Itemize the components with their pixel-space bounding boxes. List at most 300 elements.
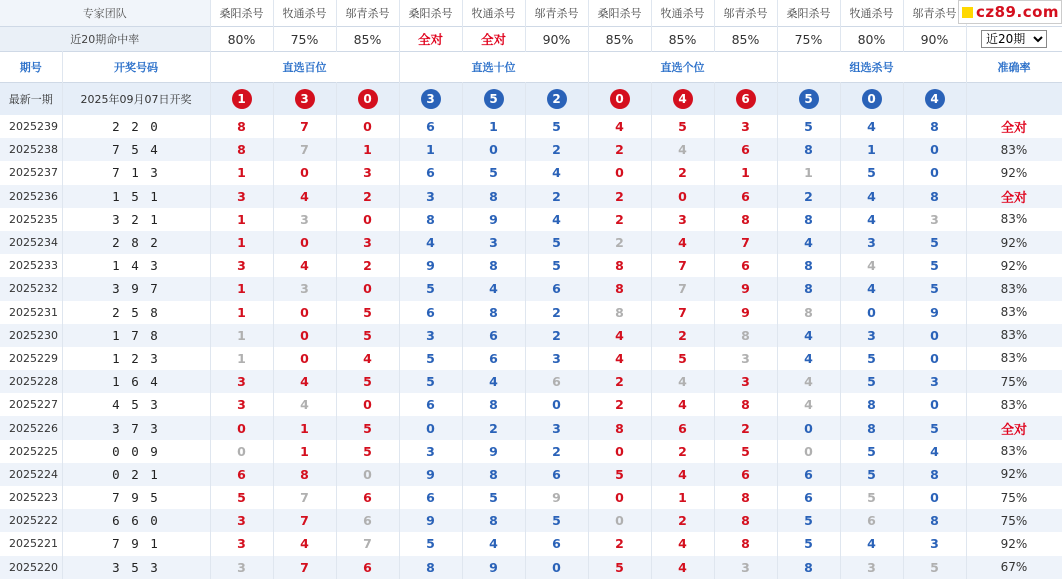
kill-number-cell: 4 — [273, 393, 336, 416]
kill-number-cell: 6 — [777, 486, 840, 509]
kill-number-cell: 2 — [651, 324, 714, 347]
ball-number: 4 — [673, 89, 693, 109]
kill-number-cell: 3 — [840, 231, 903, 254]
kill-number-cell: 0 — [336, 393, 399, 416]
table-row — [0, 370, 1062, 393]
kill-number-cell: 4 — [462, 370, 525, 393]
latest-ball-cell — [840, 83, 903, 116]
latest-ball-cell — [525, 83, 588, 116]
kill-number-cell: 1 — [210, 324, 273, 347]
kill-number-cell: 6 — [336, 556, 399, 579]
ball-number: 1 — [232, 89, 252, 109]
draw-number: 2 2 0 — [62, 115, 210, 138]
kill-number-cell: 6 — [336, 509, 399, 532]
kill-number-cell: 8 — [840, 416, 903, 439]
kill-number-cell: 9 — [714, 277, 777, 300]
accuracy-cell: 75% — [966, 370, 1062, 393]
issue-number: 2025237 — [0, 161, 62, 184]
kill-number-cell: 5 — [336, 416, 399, 439]
kill-number-cell: 0 — [903, 347, 966, 370]
kill-number-cell: 3 — [525, 416, 588, 439]
kill-number-cell: 0 — [903, 324, 966, 347]
kill-number-cell: 8 — [903, 463, 966, 486]
kill-number-cell: 5 — [777, 509, 840, 532]
issue-number: 2025239 — [0, 115, 62, 138]
kill-number-cell: 8 — [777, 208, 840, 231]
hit-rate: 全对 — [399, 27, 462, 52]
kill-number-cell: 2 — [651, 509, 714, 532]
draw-number: 2 8 2 — [62, 231, 210, 254]
kill-number-cell: 7 — [273, 486, 336, 509]
issue-number: 2025232 — [0, 277, 62, 300]
kill-number-cell: 5 — [714, 440, 777, 463]
kill-number-cell: 0 — [525, 393, 588, 416]
kill-number-cell: 9 — [462, 208, 525, 231]
expert-name: 牧通杀号 — [273, 0, 336, 27]
kill-number-cell: 6 — [336, 486, 399, 509]
kill-number-cell: 6 — [714, 463, 777, 486]
kill-number-cell: 4 — [273, 532, 336, 555]
kill-number-cell: 8 — [462, 509, 525, 532]
accuracy-cell: 83% — [966, 301, 1062, 324]
kill-number-cell: 9 — [462, 440, 525, 463]
kill-number-cell: 8 — [588, 301, 651, 324]
kill-number-cell: 6 — [714, 254, 777, 277]
expert-header-row — [0, 0, 1062, 27]
expert-name: 邬青杀号 — [903, 0, 966, 27]
kill-number-cell: 0 — [462, 138, 525, 161]
expert-name: 邬青杀号 — [336, 0, 399, 27]
kill-number-cell: 5 — [588, 556, 651, 579]
kill-number-cell: 8 — [903, 185, 966, 208]
kill-number-cell: 2 — [525, 324, 588, 347]
kill-number-cell: 9 — [525, 486, 588, 509]
kill-number-cell: 6 — [462, 347, 525, 370]
kill-number-cell: 9 — [903, 301, 966, 324]
kill-number-cell: 4 — [651, 231, 714, 254]
kill-number-cell: 2 — [336, 254, 399, 277]
kill-number-cell: 4 — [651, 370, 714, 393]
ball-number: 3 — [421, 89, 441, 109]
latest-ball-cell — [273, 83, 336, 116]
kill-number-cell: 8 — [777, 138, 840, 161]
kill-number-cell: 1 — [210, 277, 273, 300]
kill-number-cell: 5 — [840, 440, 903, 463]
kill-number-cell: 5 — [840, 463, 903, 486]
kill-number-cell: 3 — [210, 509, 273, 532]
ball-number: 5 — [799, 89, 819, 109]
hit-rate: 90% — [525, 27, 588, 52]
kill-number-cell: 2 — [462, 416, 525, 439]
kill-number-cell: 8 — [399, 556, 462, 579]
kill-number-cell: 0 — [903, 161, 966, 184]
kill-number-cell: 8 — [714, 509, 777, 532]
kill-number-cell: 6 — [525, 277, 588, 300]
kill-number-cell: 3 — [651, 208, 714, 231]
kill-number-cell: 5 — [903, 556, 966, 579]
latest-date: 2025年09月07日开奖 — [62, 83, 210, 116]
latest-ball-cell — [651, 83, 714, 116]
kill-number-cell: 1 — [210, 301, 273, 324]
kill-number-cell: 5 — [903, 277, 966, 300]
kill-number-cell: 4 — [840, 254, 903, 277]
kill-number-cell: 3 — [840, 556, 903, 579]
kill-number-cell: 2 — [525, 185, 588, 208]
kill-number-cell: 8 — [714, 208, 777, 231]
kill-number-cell: 1 — [210, 161, 273, 184]
issue-number: 2025227 — [0, 393, 62, 416]
kill-number-cell: 3 — [840, 324, 903, 347]
accuracy-cell: 83% — [966, 347, 1062, 370]
kill-number-cell: 6 — [210, 463, 273, 486]
kill-number-cell: 5 — [903, 416, 966, 439]
kill-number-cell: 4 — [777, 324, 840, 347]
issue-number: 2025238 — [0, 138, 62, 161]
kill-number-cell: 7 — [714, 231, 777, 254]
kill-number-cell: 2 — [588, 393, 651, 416]
kill-number-cell: 5 — [777, 532, 840, 555]
kill-number-cell: 0 — [588, 509, 651, 532]
kill-number-cell: 3 — [903, 208, 966, 231]
issue-number: 2025223 — [0, 486, 62, 509]
issue-number: 2025222 — [0, 509, 62, 532]
table-row — [0, 347, 1062, 370]
kill-number-cell: 0 — [210, 440, 273, 463]
kill-number-cell: 2 — [588, 138, 651, 161]
kill-number-cell: 6 — [399, 161, 462, 184]
number-header: 开奖号码 — [62, 52, 210, 83]
kill-number-cell: 3 — [903, 370, 966, 393]
latest-ball-cell — [903, 83, 966, 116]
kill-number-cell: 5 — [336, 440, 399, 463]
team-label: 专家团队 — [0, 0, 210, 27]
kill-number-cell: 8 — [462, 185, 525, 208]
kill-number-cell: 3 — [714, 370, 777, 393]
expert-name: 桑阳杀号 — [210, 0, 273, 27]
latest-ball-cell — [462, 83, 525, 116]
kill-number-cell: 4 — [525, 161, 588, 184]
kill-number-cell: 5 — [777, 115, 840, 138]
kill-number-cell: 5 — [462, 486, 525, 509]
kill-number-cell: 7 — [651, 277, 714, 300]
kill-number-cell: 2 — [651, 161, 714, 184]
table-row — [0, 486, 1062, 509]
kill-number-cell: 8 — [777, 301, 840, 324]
kill-number-cell: 5 — [399, 532, 462, 555]
kill-number-cell: 3 — [210, 556, 273, 579]
issue-number: 2025221 — [0, 532, 62, 555]
draw-number: 3 9 7 — [62, 277, 210, 300]
kill-number-cell: 0 — [903, 138, 966, 161]
group-header-hundreds: 直选百位 — [210, 52, 399, 83]
kill-number-cell: 3 — [462, 231, 525, 254]
ball-number: 3 — [295, 89, 315, 109]
draw-number: 3 7 3 — [62, 416, 210, 439]
expert-name: 邬青杀号 — [714, 0, 777, 27]
table-row — [0, 556, 1062, 579]
issue-number: 2025236 — [0, 185, 62, 208]
issue-number: 2025234 — [0, 231, 62, 254]
ball-number: 6 — [736, 89, 756, 109]
table-row — [0, 208, 1062, 231]
kill-number-cell: 4 — [273, 185, 336, 208]
kill-number-cell: 3 — [714, 347, 777, 370]
issue-number: 2025226 — [0, 416, 62, 439]
hit-rate: 全对 — [462, 27, 525, 52]
kill-number-cell: 2 — [588, 185, 651, 208]
accuracy-cell: 83% — [966, 393, 1062, 416]
draw-number: 1 2 3 — [62, 347, 210, 370]
ball-number: 0 — [862, 89, 882, 109]
kill-number-cell: 3 — [399, 440, 462, 463]
kill-number-cell: 6 — [399, 115, 462, 138]
kill-number-cell: 6 — [399, 393, 462, 416]
ball-number: 0 — [610, 89, 630, 109]
kill-number-cell: 5 — [840, 486, 903, 509]
draw-number: 1 6 4 — [62, 370, 210, 393]
ball-number: 4 — [925, 89, 945, 109]
kill-number-cell: 1 — [336, 138, 399, 161]
ball-number: 0 — [358, 89, 378, 109]
kill-number-cell: 4 — [588, 347, 651, 370]
kill-number-cell: 5 — [210, 486, 273, 509]
kill-number-cell: 4 — [336, 347, 399, 370]
kill-number-cell: 6 — [525, 463, 588, 486]
draw-number: 6 6 0 — [62, 509, 210, 532]
kill-number-cell: 9 — [399, 509, 462, 532]
kill-number-cell: 2 — [525, 440, 588, 463]
kill-number-cell: 8 — [273, 463, 336, 486]
kill-number-cell: 8 — [714, 486, 777, 509]
kill-number-cell: 8 — [714, 532, 777, 555]
kill-number-cell: 7 — [273, 138, 336, 161]
draw-number: 4 5 3 — [62, 393, 210, 416]
draw-number: 7 1 3 — [62, 161, 210, 184]
hit-rate: 85% — [651, 27, 714, 52]
table-row — [0, 301, 1062, 324]
kill-number-cell: 8 — [462, 254, 525, 277]
kill-number-cell: 8 — [903, 509, 966, 532]
kill-number-cell: 5 — [588, 463, 651, 486]
kill-number-cell: 0 — [336, 277, 399, 300]
issue-number: 2025235 — [0, 208, 62, 231]
table-row — [0, 277, 1062, 300]
kill-number-cell: 1 — [777, 161, 840, 184]
draw-number: 1 7 8 — [62, 324, 210, 347]
kill-number-cell: 5 — [525, 509, 588, 532]
kill-number-cell: 4 — [462, 277, 525, 300]
kill-number-cell: 1 — [210, 347, 273, 370]
group-header-group-kill: 组选杀号 — [777, 52, 966, 83]
kill-number-cell: 6 — [399, 486, 462, 509]
kill-number-cell: 3 — [714, 556, 777, 579]
kill-number-cell: 1 — [462, 115, 525, 138]
kill-number-cell: 3 — [210, 370, 273, 393]
kill-number-cell: 0 — [273, 301, 336, 324]
kill-number-cell: 0 — [273, 324, 336, 347]
draw-number: 1 4 3 — [62, 254, 210, 277]
kill-number-cell: 2 — [588, 370, 651, 393]
kill-number-cell: 3 — [525, 347, 588, 370]
draw-number: 7 5 4 — [62, 138, 210, 161]
kill-number-cell: 4 — [651, 393, 714, 416]
hit-rate: 75% — [777, 27, 840, 52]
latest-ball-cell — [399, 83, 462, 116]
kill-number-cell: 5 — [525, 254, 588, 277]
kill-number-cell: 5 — [525, 231, 588, 254]
accuracy-cell: 67% — [966, 556, 1062, 579]
kill-number-cell: 4 — [651, 463, 714, 486]
accuracy-cell: 75% — [966, 509, 1062, 532]
kill-number-cell: 3 — [399, 324, 462, 347]
kill-number-cell: 5 — [903, 231, 966, 254]
kill-number-cell: 0 — [588, 161, 651, 184]
kill-number-cell: 0 — [903, 393, 966, 416]
site-logo[interactable] — [958, 0, 1062, 24]
kill-number-cell: 7 — [273, 509, 336, 532]
kill-number-cell: 8 — [777, 556, 840, 579]
kill-number-cell: 4 — [840, 185, 903, 208]
kill-number-cell: 5 — [399, 347, 462, 370]
hit-rate: 80% — [210, 27, 273, 52]
kill-number-cell: 0 — [588, 486, 651, 509]
kill-number-cell: 1 — [840, 138, 903, 161]
issue-header: 期号 — [0, 52, 62, 83]
kill-number-cell: 0 — [273, 161, 336, 184]
kill-number-cell: 5 — [336, 370, 399, 393]
table-row — [0, 254, 1062, 277]
kill-number-cell: 2 — [714, 416, 777, 439]
table-row — [0, 532, 1062, 555]
kill-number-cell: 5 — [903, 254, 966, 277]
latest-label: 最新一期 — [0, 83, 62, 116]
accuracy-header: 准确率 — [966, 52, 1062, 83]
kill-number-cell: 8 — [777, 254, 840, 277]
accuracy-cell: 83% — [966, 440, 1062, 463]
expert-name: 牧通杀号 — [840, 0, 903, 27]
kill-number-cell: 9 — [399, 254, 462, 277]
kill-number-cell: 1 — [651, 486, 714, 509]
kill-number-cell: 8 — [462, 393, 525, 416]
kill-number-cell: 5 — [840, 370, 903, 393]
kill-number-cell: 5 — [336, 324, 399, 347]
latest-ball-cell — [588, 83, 651, 116]
kill-number-cell: 5 — [462, 161, 525, 184]
hit-rate: 80% — [840, 27, 903, 52]
kill-number-cell: 9 — [399, 463, 462, 486]
draw-number: 3 2 1 — [62, 208, 210, 231]
ball-number: 5 — [484, 89, 504, 109]
kill-number-cell: 8 — [462, 301, 525, 324]
kill-number-cell: 2 — [525, 301, 588, 324]
kill-number-cell: 3 — [210, 532, 273, 555]
kill-number-cell: 4 — [777, 347, 840, 370]
accuracy-cell: 92% — [966, 532, 1062, 555]
kill-number-cell: 6 — [840, 509, 903, 532]
group-header-units: 直选个位 — [588, 52, 777, 83]
kill-number-cell: 9 — [462, 556, 525, 579]
kill-number-cell: 2 — [336, 185, 399, 208]
kill-number-cell: 2 — [651, 440, 714, 463]
expert-name: 桑阳杀号 — [399, 0, 462, 27]
draw-number: 3 5 3 — [62, 556, 210, 579]
hit-rate: 90% — [903, 27, 966, 52]
kill-number-cell: 8 — [840, 393, 903, 416]
kill-number-cell: 0 — [777, 440, 840, 463]
accuracy-cell: 92% — [966, 231, 1062, 254]
period-select[interactable] — [981, 30, 1047, 48]
kill-number-cell: 1 — [399, 138, 462, 161]
draw-number: 0 2 1 — [62, 463, 210, 486]
kill-number-cell: 8 — [588, 416, 651, 439]
kill-number-cell: 4 — [588, 324, 651, 347]
kill-number-cell: 5 — [399, 277, 462, 300]
accuracy-cell: 83% — [966, 324, 1062, 347]
kill-number-cell: 1 — [273, 416, 336, 439]
kill-number-cell: 4 — [840, 277, 903, 300]
kill-number-cell: 2 — [588, 532, 651, 555]
accuracy-cell: 92% — [966, 254, 1062, 277]
kill-number-cell: 4 — [525, 208, 588, 231]
kill-number-cell: 9 — [714, 301, 777, 324]
kill-number-cell: 8 — [588, 277, 651, 300]
kill-number-cell: 5 — [336, 301, 399, 324]
draw-number: 2 5 8 — [62, 301, 210, 324]
kill-number-cell: 3 — [336, 231, 399, 254]
hit-rate: 85% — [336, 27, 399, 52]
hit-rate-row — [0, 27, 1062, 52]
kill-number-cell: 1 — [273, 440, 336, 463]
latest-draw-row — [0, 83, 1062, 116]
kill-number-cell: 3 — [210, 254, 273, 277]
kill-number-cell: 7 — [273, 115, 336, 138]
kill-number-cell: 5 — [651, 115, 714, 138]
kill-number-cell: 6 — [777, 463, 840, 486]
kill-number-cell: 4 — [462, 532, 525, 555]
kill-number-cell: 5 — [651, 347, 714, 370]
accuracy-cell: 83% — [966, 277, 1062, 300]
table-row — [0, 440, 1062, 463]
kill-number-cell: 4 — [399, 231, 462, 254]
kill-number-cell: 6 — [462, 324, 525, 347]
issue-number: 2025224 — [0, 463, 62, 486]
expert-name: 牧通杀号 — [462, 0, 525, 27]
latest-ball-cell — [777, 83, 840, 116]
expert-name: 邬青杀号 — [525, 0, 588, 27]
logo-text: cz89.com — [976, 3, 1060, 21]
kill-number-cell: 1 — [210, 231, 273, 254]
kill-number-cell: 0 — [210, 416, 273, 439]
kill-number-cell: 6 — [399, 301, 462, 324]
kill-number-cell: 4 — [777, 370, 840, 393]
kill-number-cell: 4 — [903, 440, 966, 463]
kill-number-cell: 6 — [714, 138, 777, 161]
kill-number-cell: 0 — [273, 347, 336, 370]
kill-number-cell: 0 — [777, 416, 840, 439]
kill-number-cell: 1 — [210, 208, 273, 231]
kill-number-cell: 3 — [273, 208, 336, 231]
latest-ball-cell — [336, 83, 399, 116]
kill-number-cell: 0 — [903, 486, 966, 509]
kill-number-cell: 4 — [840, 115, 903, 138]
table-row — [0, 416, 1062, 439]
accuracy-cell: 全对 — [966, 185, 1062, 208]
kill-number-cell: 3 — [336, 161, 399, 184]
latest-ball-cell — [210, 83, 273, 116]
kill-number-cell: 3 — [210, 393, 273, 416]
kill-number-cell: 5 — [840, 347, 903, 370]
kill-number-cell: 0 — [273, 231, 336, 254]
